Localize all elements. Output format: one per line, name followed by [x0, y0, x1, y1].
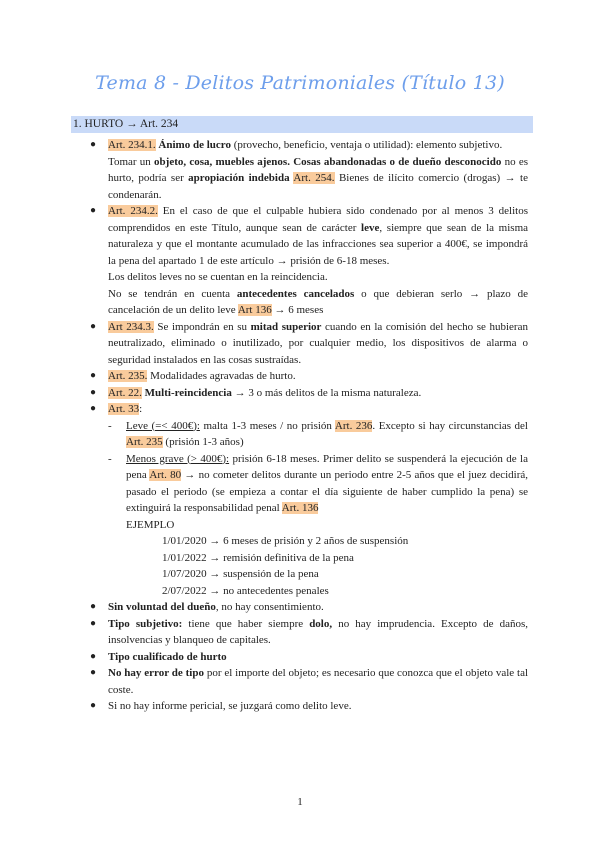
bullet-icon: ● [90, 650, 97, 662]
text: : [139, 403, 143, 415]
article-ref: Art. 236 [334, 419, 373, 432]
paragraph [108, 401, 528, 418]
bold-text: Tipo subjetivo: [108, 617, 183, 630]
example-heading: EJEMPLO [126, 518, 175, 531]
sub-list-item [90, 418, 528, 451]
paragraph [108, 368, 528, 385]
dash-icon: - [108, 419, 112, 432]
text: (prisión 1-3 años) [162, 436, 244, 448]
underlined-text: Leve (=< 400€): [126, 419, 200, 432]
bold-text: Multi-reincidencia [144, 386, 232, 399]
list-item [90, 319, 528, 369]
text: malta 1-3 meses / no prisión [199, 419, 335, 432]
paragraph: Si no hay informe pericial, se juzgará como delito leve. [108, 700, 352, 712]
list-item [90, 616, 528, 649]
list-item [90, 203, 528, 319]
paragraph [108, 286, 528, 319]
list-item [90, 385, 528, 402]
text: → 6 meses [271, 304, 324, 316]
example-line: 1/01/2022 → remisión definitiva de la pena [162, 551, 354, 564]
page-title: Tema 8 - Delitos Patrimoniales (Título 13) [95, 72, 505, 94]
article-ref: Art 234.3. [108, 320, 154, 333]
bullet-icon: ● [90, 601, 97, 612]
bold-text: leve [361, 221, 380, 234]
list-item [90, 665, 528, 698]
article-ref: Art. 235. [108, 370, 148, 382]
text: prisión 6-18 meses. Primer delito se suspenderá la ejecución de la pena [126, 452, 528, 481]
paragraph [108, 319, 528, 369]
example-line: 2/07/2022 → no antecedentes penales [162, 584, 329, 597]
article-ref: Art. 254. [293, 172, 335, 184]
paragraph [108, 137, 528, 154]
text: no hay imprudencia. Excepto de daños, insolvencias y blanqueo de capitales. [108, 617, 528, 646]
document-body [90, 137, 528, 715]
bold-text: apropiación indebida [188, 172, 290, 184]
article-ref: Art. 235 [126, 436, 163, 448]
text: no es hurto, podría ser [108, 155, 528, 184]
bold-text: Sin voluntad del dueño [108, 601, 216, 613]
example-line: 1/01/2020 → 6 meses de prisión y 2 años de suspensión [162, 535, 409, 547]
paragraph: Los delitos leves no se cuentan en la reincidencia. [108, 271, 328, 283]
text: Modalidades agravadas de hurto. [147, 370, 296, 382]
section-heading: 1. HURTO → Art. 234 [71, 116, 533, 133]
text: tiene que haber siempre [182, 617, 310, 630]
bold-text: objeto, cosa, muebles ajenos. Cosas abandonadas o de dueño desconocido [154, 155, 502, 168]
page-number: 1 [297, 796, 303, 808]
article-ref: Art. 234.2. [108, 205, 158, 217]
bullet-icon: ● [90, 205, 97, 216]
bold-text: No hay error de tipo [108, 667, 204, 679]
text: cuando en la comisión del hecho se hubieran neutralizado, eliminado o inutilizado, por cualquier medio, los dispositivos de alarma o seguridad instalados en las cosas sustraídas. [108, 320, 528, 366]
bullet-icon: ● [90, 320, 97, 332]
text: No se tendrán en cuenta [108, 287, 237, 300]
article-ref: Art. 136 [281, 502, 319, 514]
example-line: 1/07/2020 → suspensión de la pena [162, 568, 319, 580]
list-item [90, 401, 528, 418]
article-ref: Art. 33 [108, 403, 140, 415]
text: (provecho, beneficio, ventaja o utilidad): elemento subjetivo. [230, 139, 503, 151]
text: o que debieran serlo → plazo de cancelación de un delito leve [108, 287, 528, 316]
bullet-icon: ● [90, 370, 97, 381]
text: Bienes de ilícito comercio (drogas) → te condenarán. [108, 172, 528, 201]
article-ref: Art. 80 [149, 469, 182, 481]
paragraph [108, 154, 528, 204]
list-item [90, 649, 528, 666]
text: . Excepto si hay circunstancias del [372, 419, 528, 432]
text: , siempre que sean de la misma naturaleza y que el montante acumulado de las infracciones sea superior a 400€, se impondrá la pena del apartado 1 de este artículo → prisión de 6-18 meses. [108, 221, 529, 267]
text: Tomar un [108, 155, 155, 168]
paragraph [108, 203, 528, 269]
bullet-icon: ● [90, 700, 97, 711]
bullet-icon: ● [90, 386, 97, 398]
list-item [90, 368, 528, 385]
list-item [90, 599, 528, 616]
paragraph [108, 599, 528, 616]
bold-text: dolo, [309, 617, 333, 630]
paragraph [108, 616, 528, 649]
text: En el caso de que el culpable hubiera sido condenado por al menos 3 delitos comprendidos en este Título, aunque sean de carácter [108, 205, 528, 234]
sub-list-item [90, 451, 528, 517]
list-item [90, 137, 528, 203]
dash-icon: - [108, 452, 112, 465]
bold-text: mitad superior [250, 320, 322, 333]
article-ref: Art. 22. [108, 386, 142, 399]
bullet-icon: ● [90, 139, 97, 150]
text: → 3 o más delitos de la misma naturaleza. [231, 386, 422, 399]
text: por el importe del objeto; es necesario que conozca que el objeto vale tal coste. [108, 667, 529, 696]
list-item [90, 698, 528, 715]
underlined-text: Menos grave (> 400€): [126, 452, 230, 465]
paragraph [108, 665, 528, 698]
bullet-icon: ● [90, 403, 97, 414]
bullet-icon: ● [90, 667, 97, 678]
paragraph [108, 649, 528, 666]
text: , no hay consentimiento. [215, 601, 324, 613]
paragraph [126, 451, 528, 517]
bold-text: Ánimo de lucro [158, 139, 231, 151]
article-ref: Art 136 [237, 304, 272, 316]
article-ref: Art. 234.1. [108, 139, 156, 151]
bullet-icon: ● [90, 617, 97, 629]
text: Se impondrán en su [153, 320, 251, 333]
bold-text: antecedentes cancelados [236, 287, 355, 300]
bold-text: Tipo cualificado de hurto [108, 650, 227, 663]
text: → no cometer delitos durante un periodo entre 2-5 años que el juez decidirá, pasado el periodo (se empieza a contar el día siguiente de haber cumplido la pena) se extinguirá la responsabilidad penal [126, 469, 528, 514]
paragraph [108, 385, 528, 402]
paragraph [126, 418, 528, 451]
